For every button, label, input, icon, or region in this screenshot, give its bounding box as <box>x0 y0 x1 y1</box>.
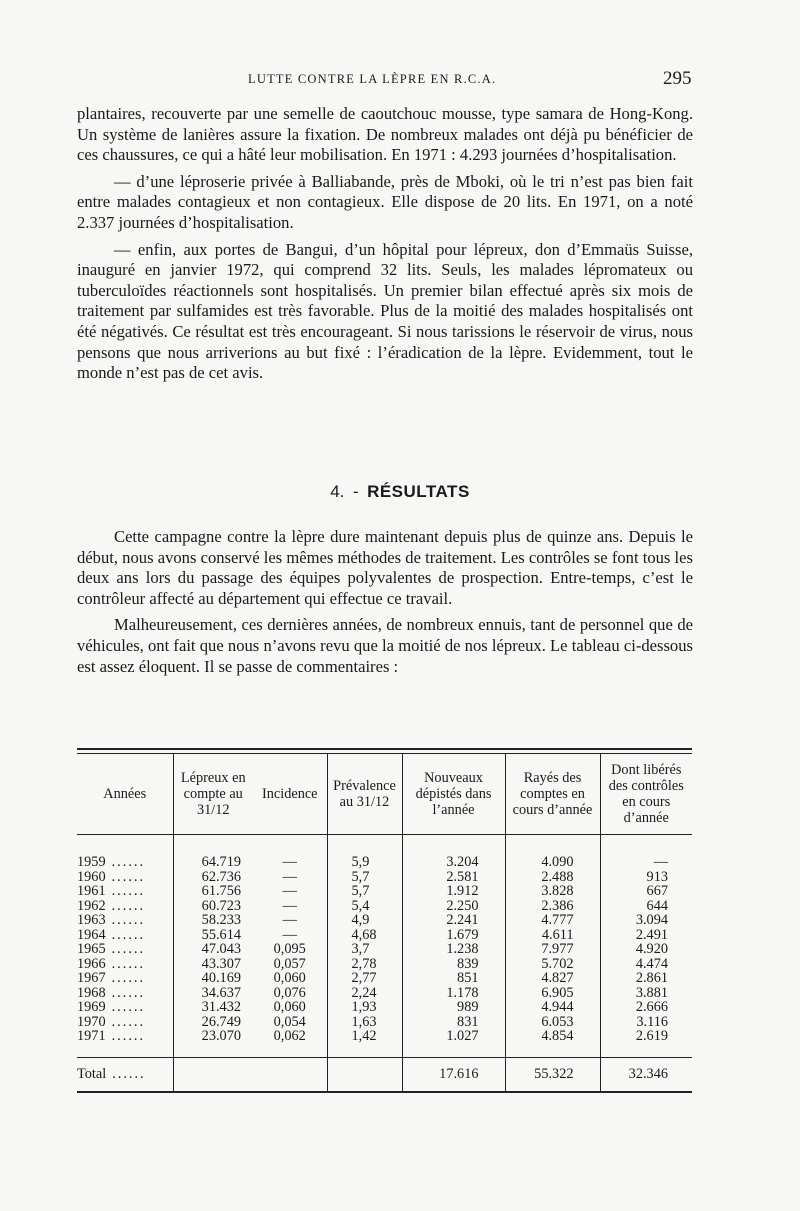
incidence-cell: 0,062 <box>273 1028 306 1044</box>
prevalence-cell: 1,42 <box>327 1029 402 1057</box>
nouveaux-cell: 1.679 <box>402 928 505 943</box>
leader-dots: ...... <box>111 897 146 914</box>
rayes-cell: 4.854 <box>505 1029 600 1057</box>
prevalence-cell: 4,9 <box>327 913 402 928</box>
year-cell: 1968 <box>77 984 106 1001</box>
lepreux-cell: 58.233 <box>173 913 253 928</box>
lepreux-cell: 34.637 <box>173 986 253 1001</box>
liberes-cell: 913 <box>600 870 692 885</box>
prevalence-cell: 1,93 <box>327 1000 402 1015</box>
table-header-row <box>77 754 692 835</box>
table-row <box>77 913 692 928</box>
nouveaux-cell: 2.241 <box>402 913 505 928</box>
paragraph: — enfin, aux portes de Bangui, d’un hôpital pour lépreux, don d’Emmaüs Suisse, inauguré en janvier 1972, qui comprend 32 lits. Seuls, les malades lépromateux ou tuberculoïdes réactionnels sont hospitalisés. Un premier bilan effectué après six mois de traitement par sulfamides est très favorable. Plus de la moitié des malades hospitalisés ont été négativés. Ce résultat est très encourageant. Si nous tarissions le réservoir de virus, nous pensons que nous arriverions au but fixé : l’éradication de la lèpre. Evidemment, tout le monde n’est pas de cet avis. <box>77 239 693 383</box>
total-rayes: 55.322 <box>505 1057 600 1091</box>
header-incidence: Incidence <box>261 786 318 802</box>
lepreux-cell: 62.736 <box>173 870 253 885</box>
incidence-cell: 0,060 <box>273 999 306 1015</box>
body-text-top <box>77 104 693 390</box>
prevalence-cell: 5,4 <box>327 899 402 914</box>
liberes-cell: 2.619 <box>600 1029 692 1057</box>
section-title: RÉSULTATS <box>367 482 470 501</box>
header-lepreux: Lépreux en compte au 31/12 <box>173 754 253 835</box>
rayes-cell: 6.053 <box>505 1015 600 1030</box>
table-row <box>77 971 692 986</box>
empty-cell <box>327 1057 402 1091</box>
liberes-cell: — <box>600 835 692 870</box>
leader-dots: ...... <box>111 1013 146 1030</box>
leader-dots: ...... <box>111 868 146 885</box>
table-row <box>77 1029 692 1057</box>
year-cell: 1961 <box>77 883 106 899</box>
empty-cell <box>253 1057 327 1091</box>
liberes-cell: 3.881 <box>600 986 692 1001</box>
incidence-cell: — <box>282 883 297 899</box>
table-total-row <box>77 1057 692 1091</box>
section-dash: - <box>352 482 359 501</box>
leader-dots: ...... <box>111 984 146 1001</box>
incidence-cell: — <box>282 897 297 914</box>
body-text-bottom <box>77 527 693 683</box>
leader-dots: ...... <box>111 941 146 957</box>
header-years: Années <box>103 786 147 802</box>
liberes-cell: 4.920 <box>600 942 692 957</box>
year-cell: 1962 <box>77 897 106 914</box>
year-cell: 1963 <box>77 912 106 928</box>
incidence-cell: — <box>282 868 297 885</box>
liberes-cell: 4.474 <box>600 957 692 972</box>
empty-cell <box>173 1057 253 1091</box>
leader-dots: ...... <box>111 883 146 899</box>
lepreux-cell: 23.070 <box>173 1029 253 1057</box>
nouveaux-cell: 1.178 <box>402 986 505 1001</box>
prevalence-cell: 3,7 <box>327 942 402 957</box>
rayes-cell: 3.828 <box>505 884 600 899</box>
prevalence-cell: 5,7 <box>327 870 402 885</box>
leader-dots: ...... <box>111 854 146 870</box>
incidence-cell: — <box>282 912 297 928</box>
table-row <box>77 1015 692 1030</box>
table-row <box>77 942 692 957</box>
leader-dots: ...... <box>111 955 146 972</box>
lepreux-cell: 31.432 <box>173 1000 253 1015</box>
nouveaux-cell: 1.027 <box>402 1029 505 1057</box>
prevalence-cell: 2,78 <box>327 957 402 972</box>
rayes-cell: 4.827 <box>505 971 600 986</box>
table-row <box>77 899 692 914</box>
prevalence-cell: 2,24 <box>327 986 402 1001</box>
liberes-cell: 3.094 <box>600 913 692 928</box>
year-cell: 1969 <box>77 999 106 1015</box>
header-prevalence: Prévalence au 31/12 <box>327 754 402 835</box>
leader-dots: ...... <box>111 1028 146 1044</box>
table-bottom-rule <box>77 1091 692 1093</box>
total-liberes: 32.346 <box>600 1057 692 1091</box>
table-row <box>77 986 692 1001</box>
nouveaux-cell: 839 <box>402 957 505 972</box>
rayes-cell: 2.386 <box>505 899 600 914</box>
total-nouveaux: 17.616 <box>402 1057 505 1091</box>
rayes-cell: 5.702 <box>505 957 600 972</box>
liberes-cell: 2.861 <box>600 971 692 986</box>
table-row <box>77 928 692 943</box>
liberes-cell: 2.491 <box>600 928 692 943</box>
prevalence-cell: 5,7 <box>327 884 402 899</box>
incidence-cell: 0,076 <box>273 984 306 1001</box>
leader-dots: ...... <box>111 999 146 1015</box>
liberes-cell: 667 <box>600 884 692 899</box>
year-cell: 1970 <box>77 1013 106 1030</box>
header-liberes: Dont libérés des contrôles en cours d’année <box>600 754 692 835</box>
paragraph: Malheureusement, ces dernières années, de nombreux ennuis, tant de personnel que de véhicules, ont fait que nous n’avons revu que la moitié de nos lépreux. Le tableau ci-dessous est assez éloquent. Il se passe de commentaires : <box>77 615 693 676</box>
header-rayes: Rayés des comptes en cours d’année <box>505 754 600 835</box>
lepreux-cell: 43.307 <box>173 957 253 972</box>
liberes-cell: 2.666 <box>600 1000 692 1015</box>
rayes-cell: 4.777 <box>505 913 600 928</box>
prevalence-cell: 4,68 <box>327 928 402 943</box>
nouveaux-cell: 1.912 <box>402 884 505 899</box>
year-cell: 1960 <box>77 868 106 885</box>
paragraph: plantaires, recouverte par une semelle de caoutchouc mousse, type samara de Hong-Kong. Un système de lanières assure la fixation. De nombreux malades ont déjà pu bénéficier de ces chaussures, ce qui a hâté leur mobilisation. En 1971 : 4.293 journées d’hospitalisation. <box>77 104 693 165</box>
lepreux-cell: 40.169 <box>173 971 253 986</box>
table-row <box>77 835 692 870</box>
nouveaux-cell: 2.250 <box>402 899 505 914</box>
section-heading <box>0 482 800 502</box>
nouveaux-cell: 3.204 <box>402 835 505 870</box>
prevalence-cell: 2,77 <box>327 971 402 986</box>
rayes-cell: 4.944 <box>505 1000 600 1015</box>
incidence-cell: — <box>282 854 297 870</box>
leader-dots: ...... <box>111 912 146 928</box>
lepreux-cell: 55.614 <box>173 928 253 943</box>
incidence-cell: — <box>282 926 297 943</box>
table-row <box>77 884 692 899</box>
table-row <box>77 1000 692 1015</box>
incidence-cell: 0,060 <box>273 970 306 986</box>
results-table <box>77 748 692 1093</box>
lepreux-cell: 61.756 <box>173 884 253 899</box>
leader-dots: ...... <box>112 1065 146 1082</box>
year-cell: 1967 <box>77 970 106 986</box>
rayes-cell: 2.488 <box>505 870 600 885</box>
running-header <box>0 68 800 90</box>
table-row <box>77 870 692 885</box>
nouveaux-cell: 989 <box>402 1000 505 1015</box>
nouveaux-cell: 2.581 <box>402 870 505 885</box>
nouveaux-cell: 851 <box>402 971 505 986</box>
rayes-cell: 4.090 <box>505 835 600 870</box>
liberes-cell: 3.116 <box>600 1015 692 1030</box>
header-nouveaux: Nouveaux dépistés dans l’année <box>402 754 505 835</box>
total-label: Total <box>77 1065 107 1082</box>
paragraph: — d’une léproserie privée à Balliabande, près de Mboki, où le tri n’est pas bien fait entre malades contagieux et non contagieux. Elle dispose de 20 lits. En 1971, on a noté 2.337 journées d’hospitalisation. <box>77 171 693 232</box>
running-title: LUTTE CONTRE LA LÈPRE EN R.C.A. <box>248 72 497 86</box>
table-row <box>77 957 692 972</box>
incidence-cell: 0,054 <box>273 1013 306 1030</box>
nouveaux-cell: 831 <box>402 1015 505 1030</box>
prevalence-cell: 1,63 <box>327 1015 402 1030</box>
year-cell: 1971 <box>77 1028 106 1044</box>
rayes-cell: 4.611 <box>505 928 600 943</box>
section-number: 4. <box>330 482 345 501</box>
prevalence-cell: 5,9 <box>327 835 402 870</box>
rayes-cell: 7.977 <box>505 942 600 957</box>
rayes-cell: 6.905 <box>505 986 600 1001</box>
year-cell: 1964 <box>77 926 106 943</box>
year-cell: 1965 <box>77 941 106 957</box>
leader-dots: ...... <box>111 926 146 943</box>
year-cell: 1959 <box>77 854 106 870</box>
leader-dots: ...... <box>111 970 146 986</box>
nouveaux-cell: 1.238 <box>402 942 505 957</box>
page-number: 295 <box>663 68 692 89</box>
paragraph: Cette campagne contre la lèpre dure maintenant depuis plus de quinze ans. Depuis le début, nous avons conservé les mêmes méthodes de traitement. Les contrôles se font tous les deux ans lors du passage des équipes polyvalentes de prospection. Entre-temps, c’est le contrôleur affecté au département qui effectue ce travail. <box>77 527 693 608</box>
lepreux-cell: 64.719 <box>173 835 253 870</box>
liberes-cell: 644 <box>600 899 692 914</box>
incidence-cell: 0,095 <box>273 941 306 957</box>
lepreux-cell: 60.723 <box>173 899 253 914</box>
lepreux-cell: 26.749 <box>173 1015 253 1030</box>
lepreux-cell: 47.043 <box>173 942 253 957</box>
year-cell: 1966 <box>77 955 106 972</box>
incidence-cell: 0,057 <box>273 955 306 972</box>
